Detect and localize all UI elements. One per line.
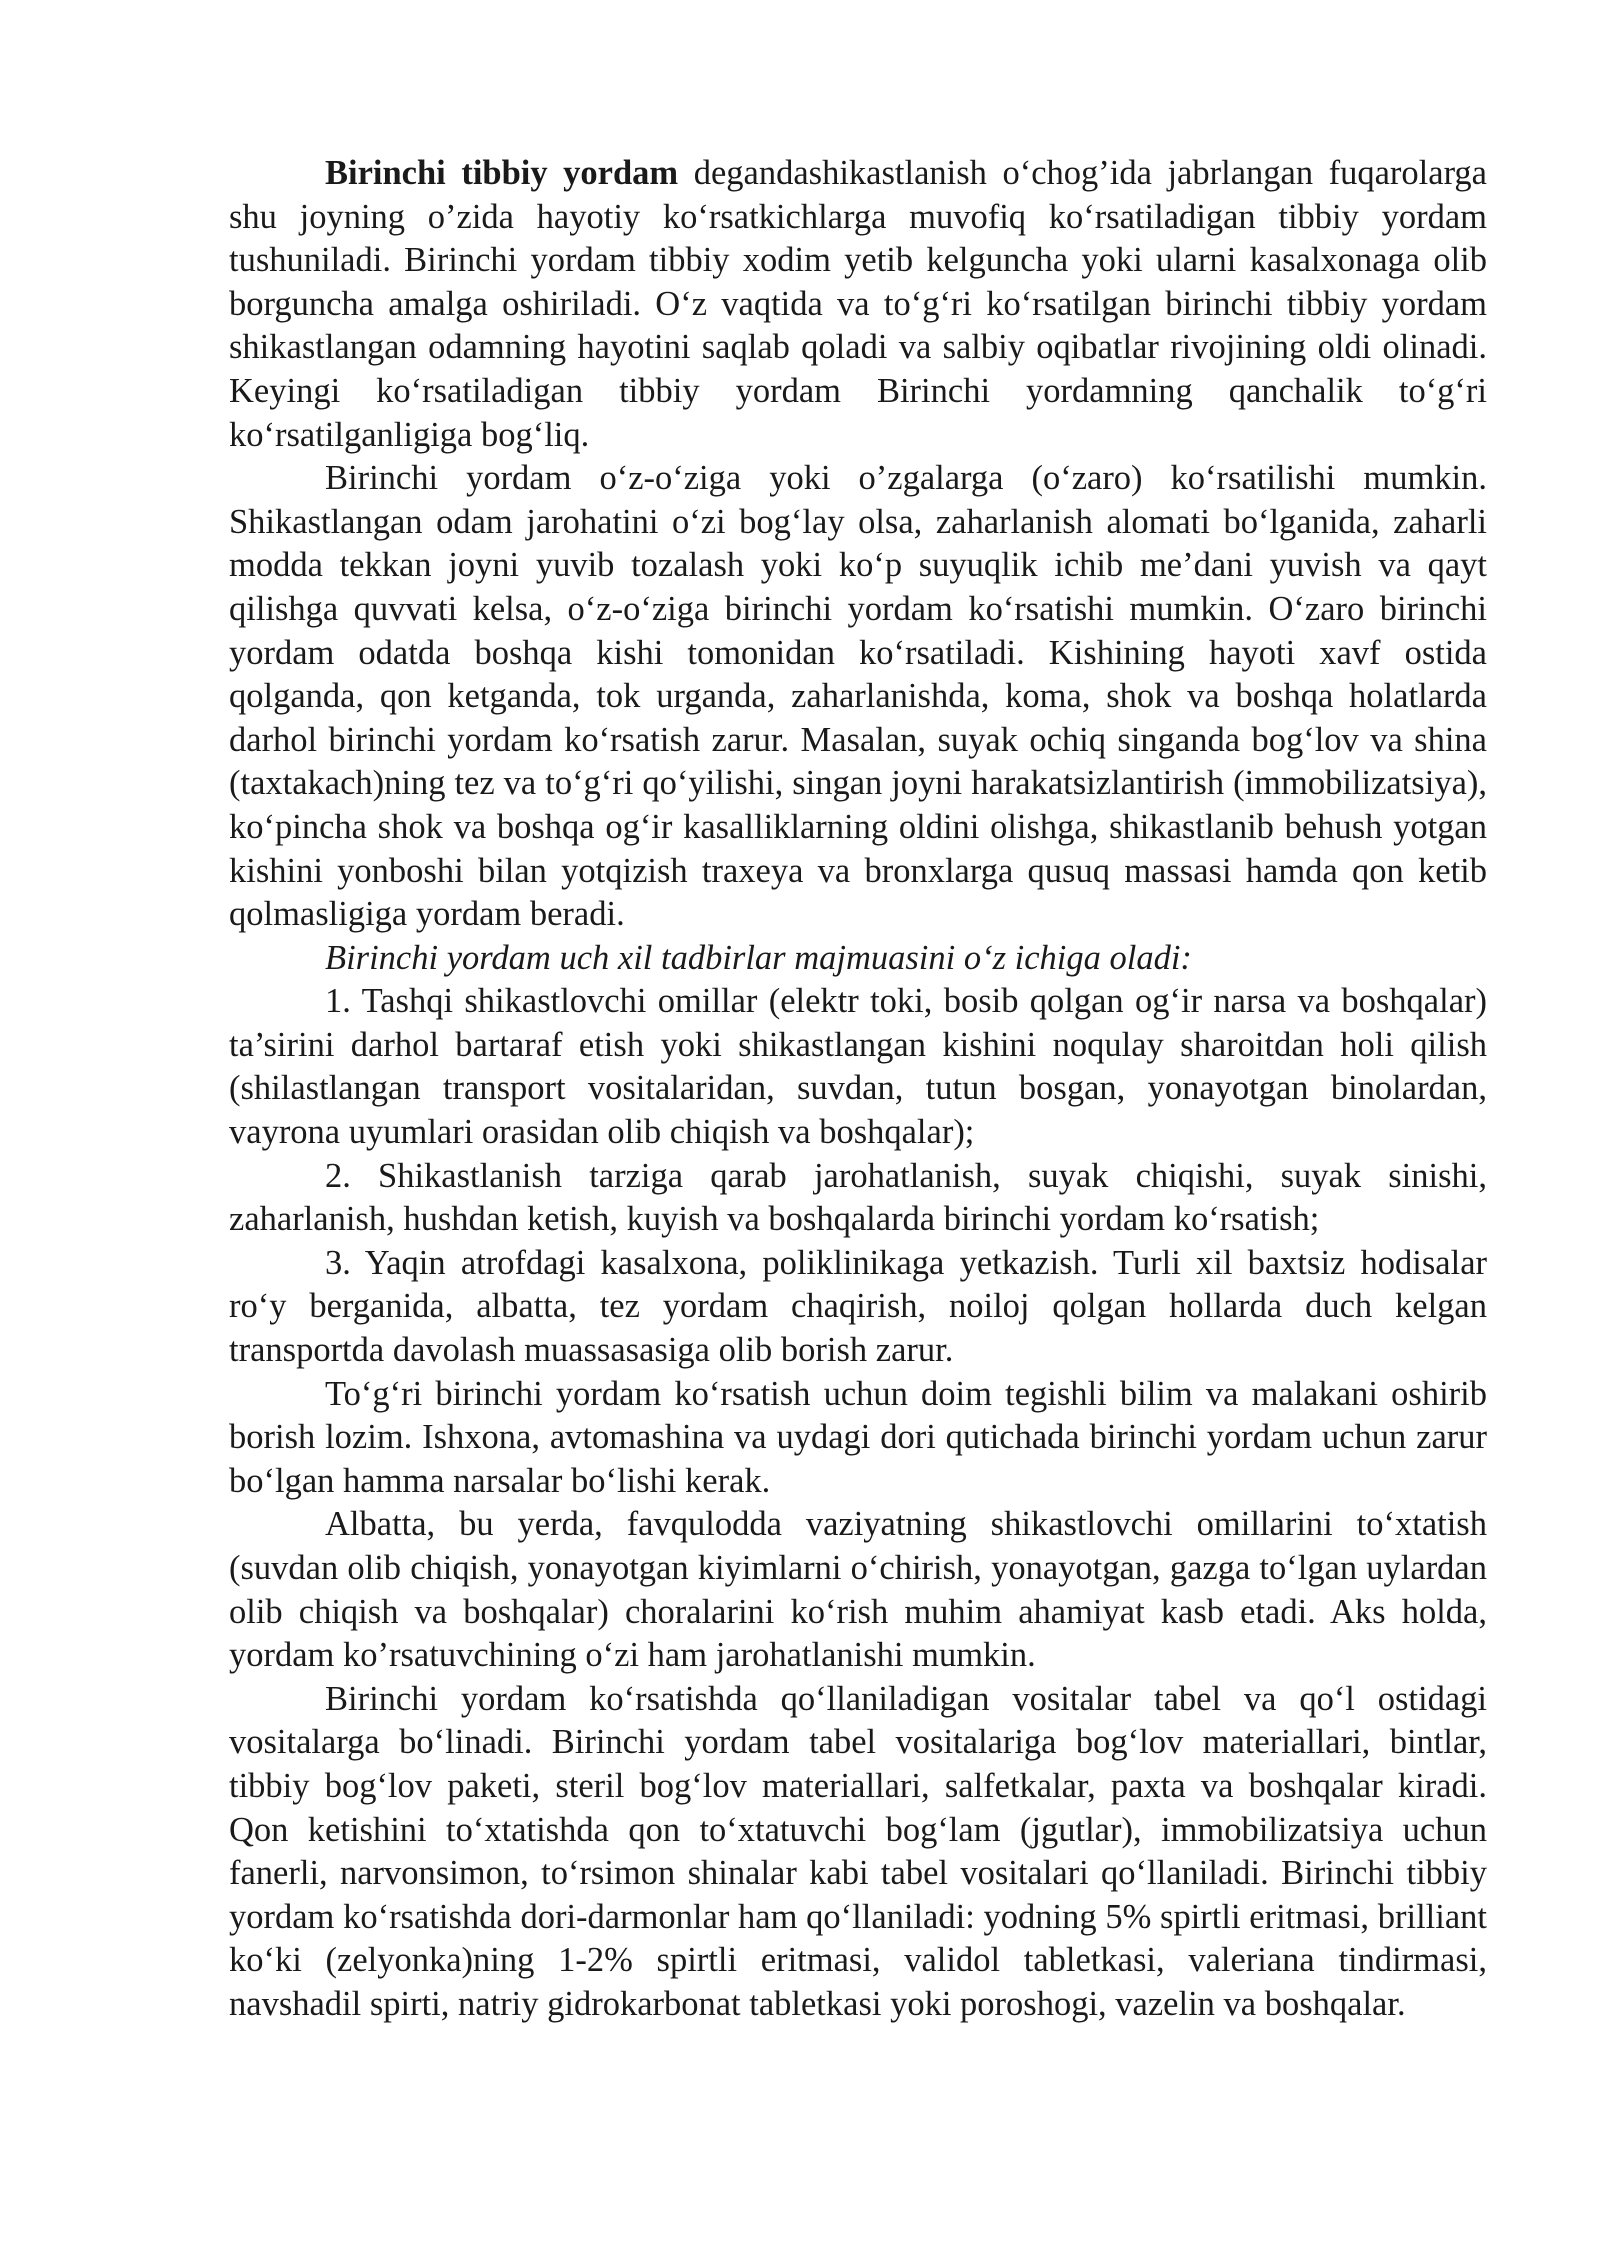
intro-bold-term: Birinchi tibbiy yordam: [325, 154, 679, 192]
paragraph-knowledge: To‘g‘ri birinchi yordam ko‘rsatish uchun doim tegishli bilim va malakani oshirib borish lozim. Ishxona, avtomashina va uydagi dori qutichada birinchi yordam uchun zarur bo‘lgan hamma narsalar bo‘lishi kerak.: [229, 1374, 1487, 1500]
list-item-3: 3. Yaqin atrofdagi kasalxona, poliklinikaga yetkazish. Turli xil baxtsiz hodisalar ro‘y berganida, albatta, tez yordam chaqirish, noiloj qolgan hollarda duch kelgan transportda davolash muassasasiga olib borish zarur.: [229, 1243, 1487, 1370]
italic-heading: Birinchi yordam uch xil tadbirlar majmuasini o‘z ichiga oladi:: [325, 938, 1192, 977]
list-item-2: 2. Shikastlanish tarziga qarab jarohatlanish, suyak chiqishi, suyak sinishi, zaharlanish, hushdan ketish, kuyish va boshqalarda birinchi yordam ko‘rsatish;: [229, 1156, 1487, 1239]
paragraph-means: Birinchi yordam ko‘rsatishda qo‘llaniladigan vositalar tabel va qo‘l ostidagi vositalarga bo‘linadi. Birinchi yordam tabel vositalariga bog‘lov materiallari, bintlar, tibbiy bog‘lov paketi, steril bog‘lov materiallari, salfetkalar, paxta va boshqalar kiradi. Qon ketishini to‘xtatishda qon to‘xtatuvchi bog‘lam (jgutlar), immobilizatsiya uchun fanerli, narvonsimon, to‘rsimon shinalar kabi tabel vositalari qo‘llaniladi. Birinchi tibbiy yordam ko‘rsatishda dori-darmonlar ham qo‘llaniladi: yodning 5% spirtli eritmasi, brilliant ko‘ki (zelyonka)ning 1-2% spirtli eritmasi, validol tabletkasi, valeriana tindirmasi, navshadil spirti, natriy gidrokarbonat tabletkasi yoki poroshogi, vazelin va boshqalar.: [229, 1679, 1487, 2023]
intro-paragraph: [229, 152, 1487, 457]
paragraph-self-and-mutual-aid: Birinchi yordam o‘z-o‘ziga yoki o’zgalarga (o‘zaro) ko‘rsatilishi mumkin. Shikastlangan odam jarohatini o‘zi bog‘lay olsa, zaharlanish alomati bo‘lganida, zaharli modda tekkan joyni yuvib tozalash yoki ko‘p suyuqlik ichib me’dani yuvish va qayt qilishga quvvati kelsa, o‘z-o‘ziga birinchi yordam ko‘rsatishi mumkin. O‘zaro birinchi yordam odatda boshqa kishi tomonidan ko‘rsatiladi. Kishining hayoti xavf ostida qolganda, qon ketganda, tok urganda, zaharlanishda, koma, shok va boshqa holatlarda darhol birinchi yordam ko‘rsatish zarur. Masalan, suyak ochiq singanda bog‘lov va shina (taxtakach)ning tez va to‘g‘ri qo‘yilishi, singan joyni harakatsizlantirish (immobilizatsiya), ko‘pincha shok va boshqa og‘ir kasalliklarning oldini olishga, shikastlanib behush yotgan kishini yonboshi bilan yotqizish traxeya va bronxlarga qusuq massasi hamda qon ketib qolmasligiga yordam beradi.: [229, 459, 1487, 934]
intro-text: degandashikastlanish o‘chog’ida jabrlangan fuqarolarga shu joyning o’zida hayotiy ko‘rsatkichlarga muvofiq ko‘rsatiladigan tibbiy yordam tushuniladi. Birinchi yordam tibbiy xodim yetib kelguncha yoki ularni kasalxonaga olib borguncha amalga oshiriladi. O‘z vaqtida va to‘g‘ri ko‘rsatilgan birinchi tibbiy yordam shikastlangan odamning hayotini saqlab qoladi va salbiy oqibatlar rivojining oldi olinadi. Keyingi ko‘rsatiladigan tibbiy yordam Birinchi yordamning qanchalik to‘g‘ri ko‘rsatilganligiga bog‘liq.: [229, 154, 1487, 454]
list-item-1: 1. Tashqi shikastlovchi omillar (elektr toki, bosib qolgan og‘ir narsa va boshqalar) ta’sirini darhol bartaraf etish yoki shikastlangan kishini noqulay sharoitdan holi qilish (shilastlangan transport vositalaridan, suvdan, tutun bosgan, yonayotgan binolardan, vayrona uyumlari orasidan olib chiqish va boshqalar);: [229, 982, 1487, 1152]
document-page: [229, 152, 1487, 2027]
paragraph-albatta: Albatta, bu yerda, favqulodda vaziyatning shikastlovchi omillarini to‘xtatish (suvdan olib chiqish, yonayotgan kiyimlarni o‘chirish, yonayotgan, gazga to‘lgan uylardan olib chiqish va boshqalar) choralarini ko‘rish muhim ahamiyat kasb etadi. Aks holda, yordam ko’rsatuvchining o‘zi ham jarohatlanishi mumkin.: [229, 1505, 1487, 1675]
